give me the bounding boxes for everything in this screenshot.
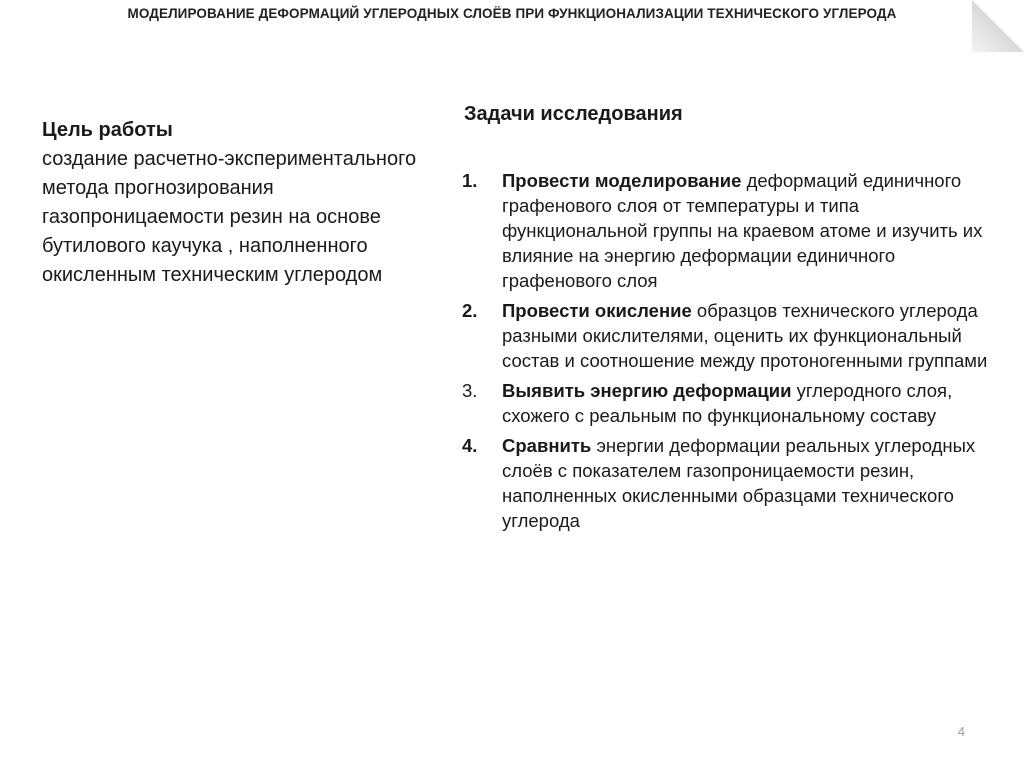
task-lead: Выявить энергию деформации [502, 380, 792, 401]
task-number: 4. [462, 435, 478, 456]
task-text [502, 298, 1002, 373]
goal-heading: Цель работы [42, 119, 173, 141]
task-item-3 [462, 378, 1002, 428]
task-item-1 [462, 168, 1002, 293]
task-description: образцов технического углерода разными окислителями, оценить их функциональный состав и соотношение между протоногенными группами [502, 300, 988, 371]
task-description: углеродного слоя, схожего с реальным по функциональному составу [502, 380, 953, 426]
goal-text: создание расчетно-экспериментального метода прогнозирования газопроницаемости резин на основе бутилового каучука , наполненного окисленным техническим углеродом [42, 148, 417, 286]
task-description: деформаций единичного графенового слоя от температуры и типа функциональной группы на краевом атоме и изучить их влияние на энергию деформации единичного графенового слоя [502, 170, 983, 291]
task-text [502, 433, 1002, 533]
tasks-heading: Задачи исследования [464, 103, 683, 125]
task-lead: Провести моделирование [502, 170, 742, 191]
task-lead: Сравнить [502, 435, 592, 456]
task-text [502, 378, 1002, 428]
task-lead: Провести окисление [502, 300, 692, 321]
slide-title: МОДЕЛИРОВАНИЕ ДЕФОРМАЦИЙ УГЛЕРОДНЫХ СЛОЁВ ПРИ ФУНКЦИОНАЛИЗАЦИИ ТЕХНИЧЕСКОГО УГЛЕРОДА [127, 6, 897, 21]
task-number: 3. [462, 380, 478, 401]
task-number: 2. [462, 300, 478, 321]
task-item-4 [462, 433, 1002, 533]
task-text [502, 168, 1002, 293]
page-number: 4 [957, 724, 965, 739]
task-item-2 [462, 298, 1002, 373]
goal-section [42, 116, 422, 290]
task-description: энергии деформации реальных углеродных слоёв с показателем газопроницаемости резин, наполненных окисленными образцами технического углерода [502, 435, 976, 531]
task-number: 1. [462, 170, 478, 191]
task-list [462, 168, 1002, 538]
